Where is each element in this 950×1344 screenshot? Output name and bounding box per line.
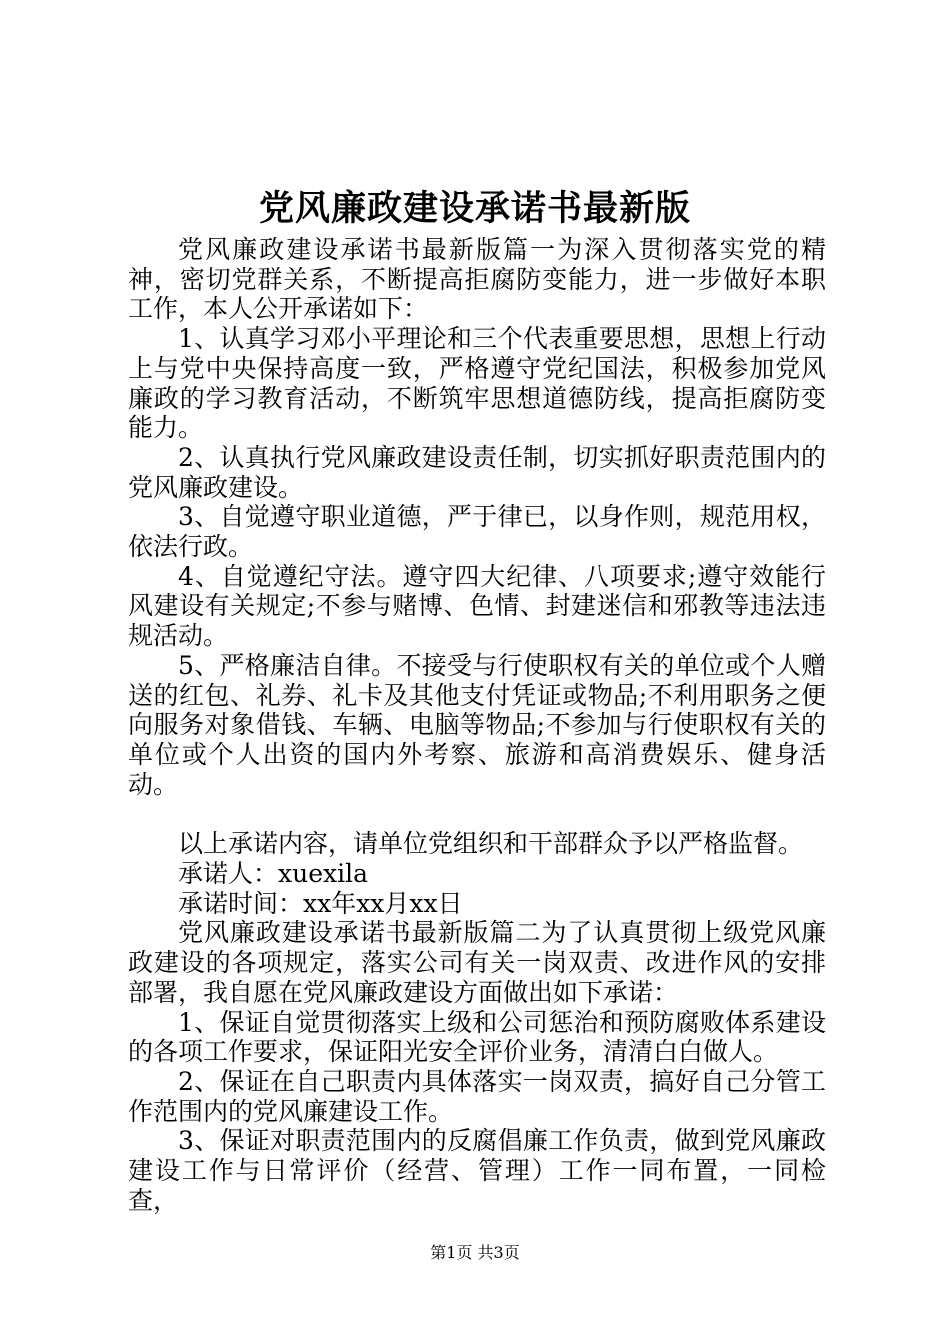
paragraph-item-2: 2、认真执行党风廉政建设责任制，切实抓好职责范围内的党风廉政建设。 bbox=[128, 442, 826, 502]
paragraph-pledge-2: 2、保证在自己职责内具体落实一岗双责，搞好自己分管工作范围内的党风廉建设工作。 bbox=[128, 1066, 826, 1126]
document-title: 党风廉政建设承诺书最新版 bbox=[258, 188, 691, 229]
date-line: 承诺时间：xx年xx月xx日 bbox=[178, 888, 463, 918]
paragraph-intro-1: 党风廉政建设承诺书最新版篇一为深入贯彻落实党的精神，密切党群关系，不断提高拒腐防变能力，进一步做好本职工作，本人公开承诺如下： bbox=[128, 235, 826, 324]
paragraph-item-4: 4、自觉遵纪守法。遵守四大纪律、八项要求;遵守效能行风建设有关规定;不参与赌博、色情、封建迷信和邪教等违法违规活动。 bbox=[128, 561, 826, 651]
paragraph-item-3: 3、自觉遵守职业道德，严于律已，以身作则，规范用权，依法行政。 bbox=[128, 502, 826, 562]
paragraph-pledge-3: 3、保证对职责范围内的反腐倡廉工作负责，做到党风廉政建设工作与日常评价（经营、管理）工作一同布置，一同检查， bbox=[128, 1126, 826, 1215]
paragraph-item-5: 5、严格廉洁自律。不接受与行使职权有关的单位或个人赠送的红包、礼券、礼卡及其他支付凭证或物品;不利用职务之便向服务对象借钱、车辆、电脑等物品;不参加与行使职权有关的单位或个人出资的国内外考察、旅游和高消费娱乐、健身活动。 bbox=[128, 650, 826, 799]
paragraph-intro-2: 党风廉政建设承诺书最新版篇二为了认真贯彻上级党风廉政建设的各项规定，落实公司有关一岗双责、改进作风的安排部署，我自愿在党风廉政建设方面做出如下承诺： bbox=[128, 918, 826, 1007]
document-body bbox=[128, 235, 826, 1216]
signatory-line: 承诺人：xuexila bbox=[178, 859, 368, 889]
paragraph-pledge-1: 1、保证自觉贯彻落实上级和公司惩治和预防腐败体系建设的各项工作要求，保证阳光安全评价业务，清清白白做人。 bbox=[128, 1007, 826, 1067]
page-number: 第1页 共3页 bbox=[430, 1243, 520, 1262]
paragraph-supervision: 以上承诺内容，请单位党组织和干部群众予以严格监督。 bbox=[178, 829, 804, 859]
paragraph-item-1: 1、认真学习邓小平理论和三个代表重要思想，思想上行动上与党中央保持高度一致，严格遵守党纪国法，积极参加党风廉政的学习教育活动，不断筑牢思想道德防线，提高拒腐防变能力。 bbox=[128, 324, 826, 443]
